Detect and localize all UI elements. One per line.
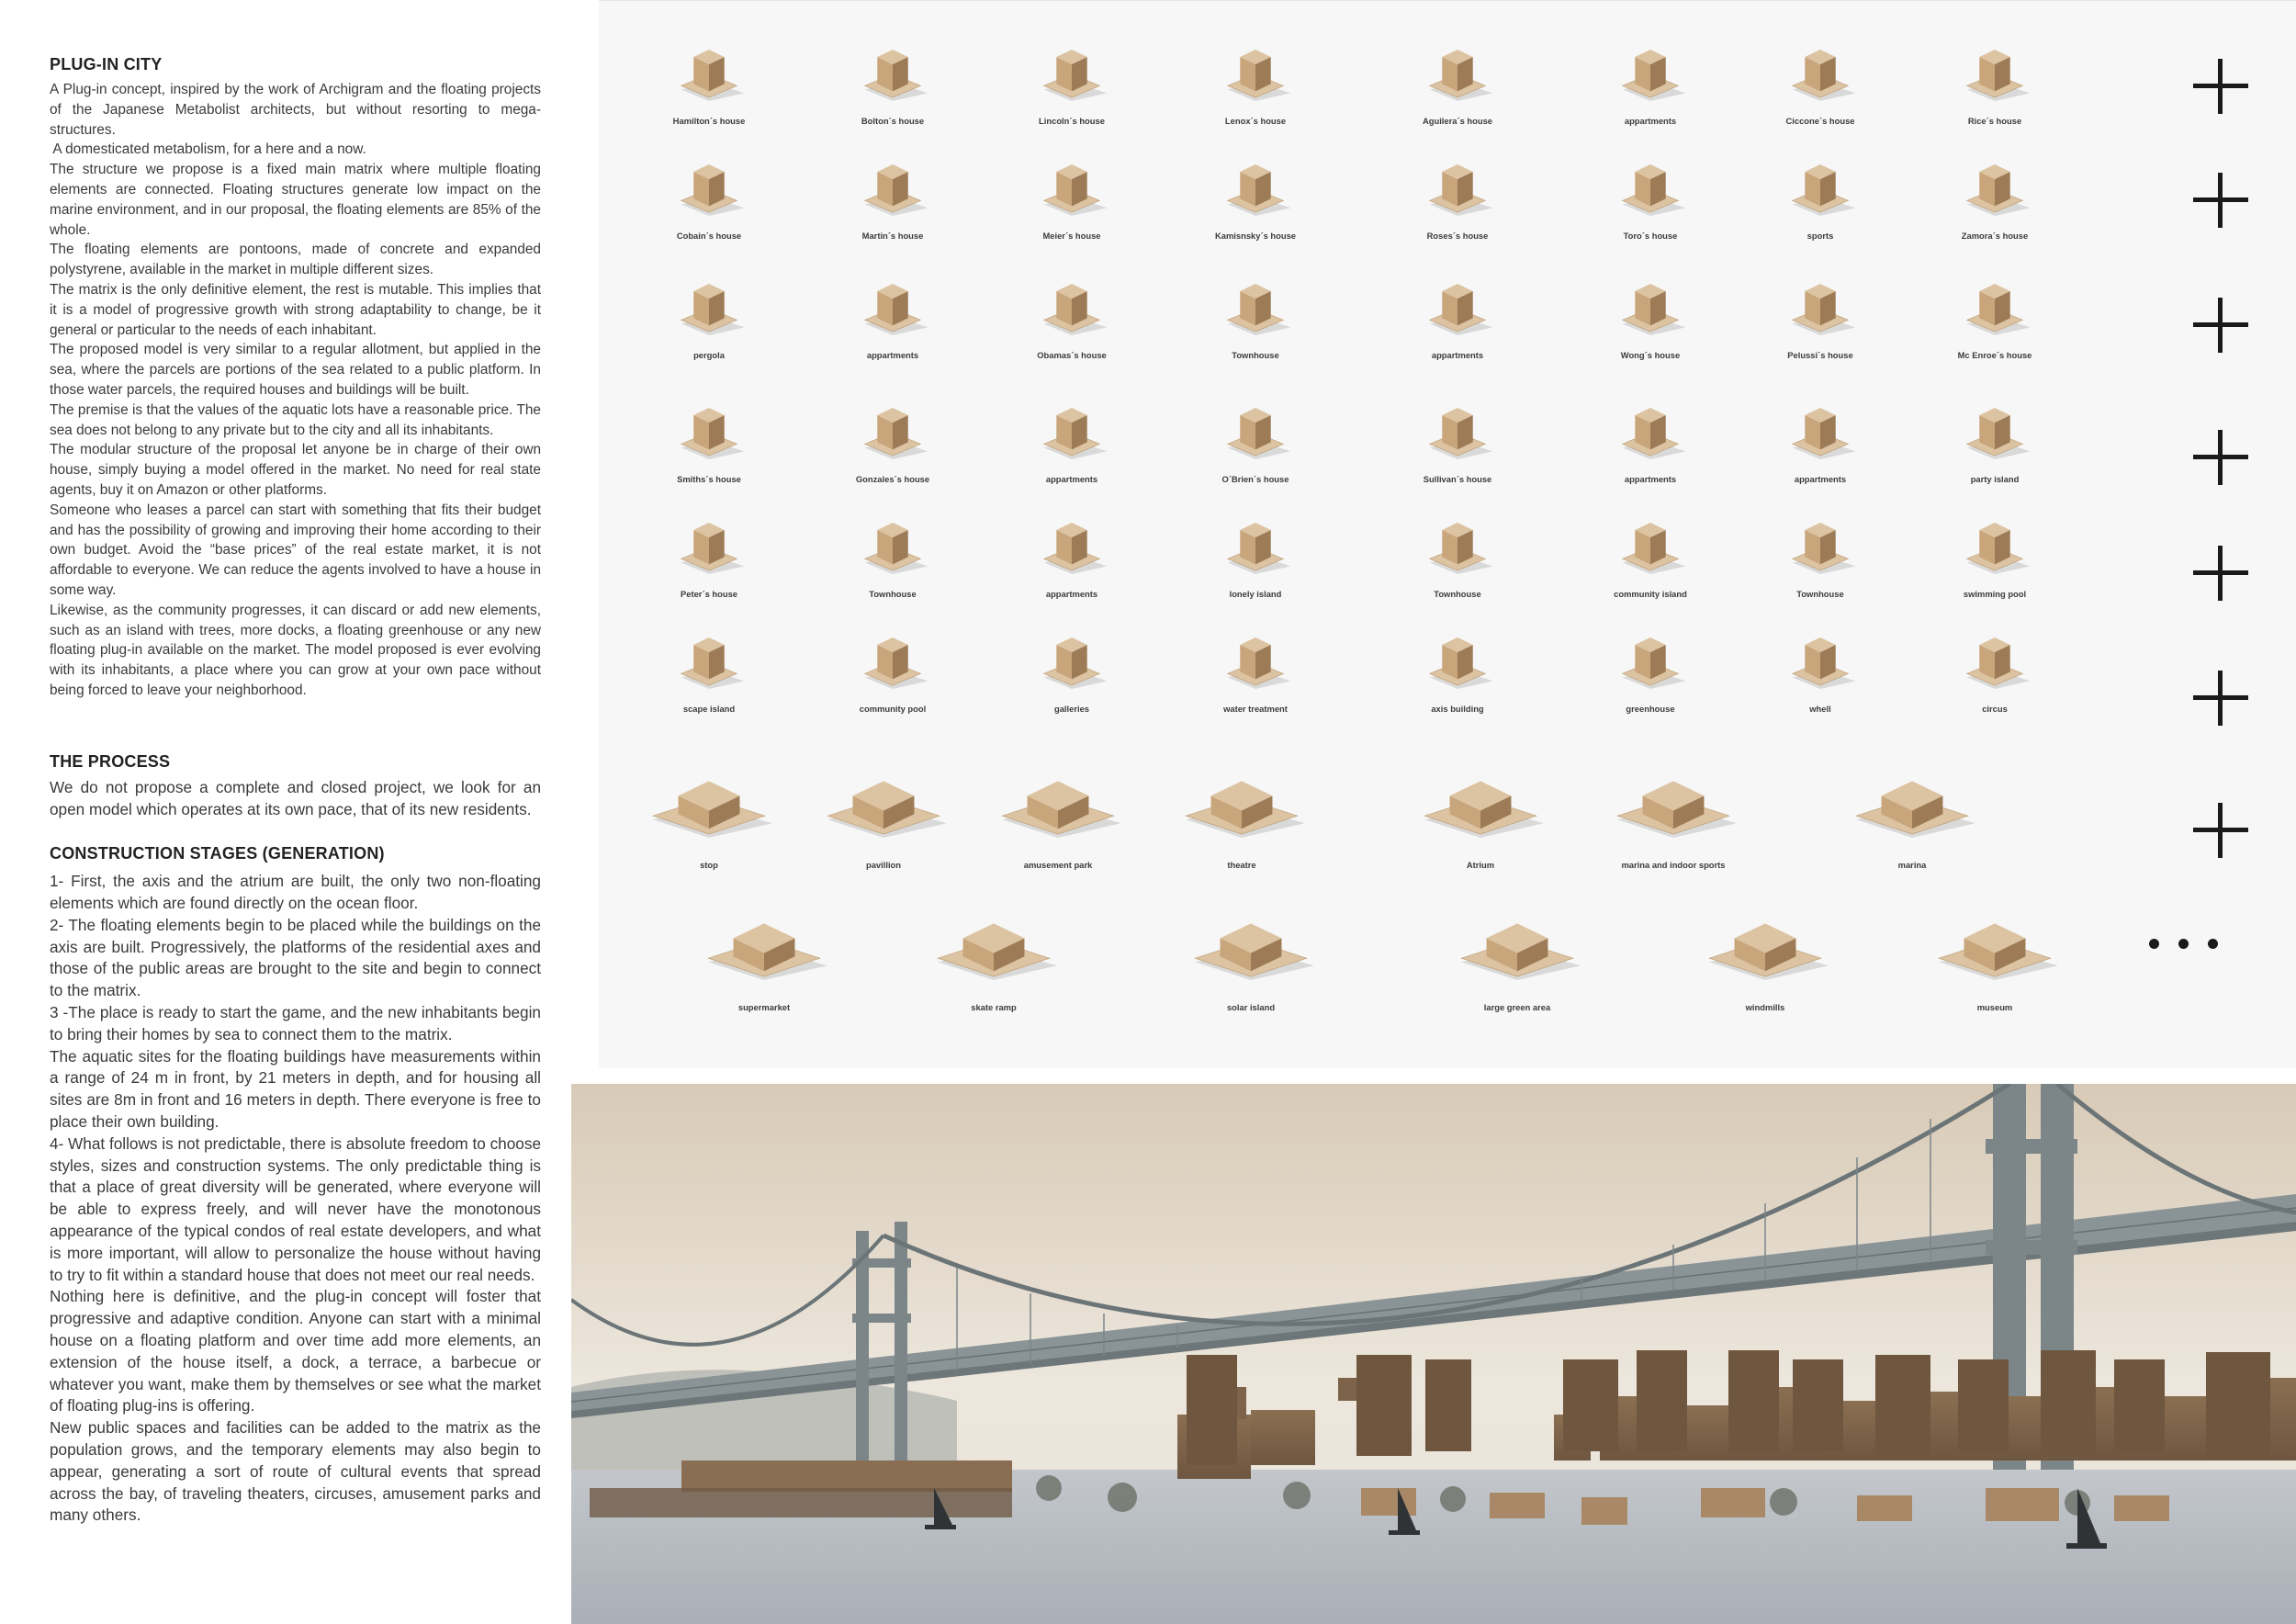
catalog-item[interactable] (1926, 519, 2064, 627)
catalog-item[interactable] (1389, 404, 1526, 513)
catalog-item-label: O´Brien´s house (1221, 474, 1289, 484)
catalog-item[interactable] (1581, 46, 1719, 154)
add-row-icon[interactable] (2193, 173, 2248, 228)
catalog-item[interactable] (1003, 161, 1141, 269)
paragraph: The proposed model is very similar to a regular allotment, but applied in the sea, where the parcels are portions of the sea related to a public platform. In those water parcels, the required houses and buildings will be built. (50, 342, 541, 398)
catalog-item[interactable] (1003, 634, 1141, 742)
model-thumbnail-icon (1035, 637, 1109, 702)
paragraph: The modular structure of the proposal let anyone be in charge of their own house, simply buying a model offered in the market. No need for real state agents, buy it on Amazon or other platforms. (50, 442, 541, 498)
model-thumbnail-icon (1958, 408, 2032, 472)
model-thumbnail-icon (1614, 637, 1687, 702)
catalog-item[interactable] (1389, 161, 1526, 269)
top-divider (599, 0, 2296, 1)
model-thumbnail-icon (985, 757, 1131, 858)
catalog-item[interactable] (1187, 519, 1324, 627)
catalog-item-label: Rice´s house (1967, 116, 2022, 126)
catalog-item-label: swimming pool (1963, 589, 2027, 599)
process-section (50, 752, 541, 821)
model-thumbnail-icon (1035, 50, 1109, 114)
model-thumbnail-icon (1219, 523, 1292, 587)
paragraph: 2- The floating elements begin to be placed while the buildings on the axis are built. Progressively, the platforms of the residential axes and those of the public areas are brought to the site and begin to connect to the matrix. (50, 915, 541, 1000)
catalog-item[interactable] (1751, 519, 1889, 627)
model-thumbnail-icon (1035, 284, 1109, 348)
catalog-item[interactable] (640, 161, 778, 269)
catalog-item-label: Sullivan´s house (1423, 474, 1492, 484)
model-thumbnail-icon (672, 637, 746, 702)
model-thumbnail-icon (1035, 164, 1109, 229)
catalog-item-label: amusement park (1023, 860, 1093, 870)
paragraph: Likewise, as the community progresses, it can discard or add new elements, such as an island with trees, more docks, a floating greenhouse or any new floating plug-in available on the market. The model proposed is ever evolving with its inhabitants, a place where you can grow at your own pace without being forced to leave your neighborhood. (50, 602, 541, 698)
catalog-item[interactable] (1187, 280, 1324, 389)
catalog-item-label: theatre (1227, 860, 1256, 870)
catalog-item[interactable] (824, 46, 962, 154)
catalog-item-label: Roses´s house (1426, 231, 1489, 241)
catalog-item-label: galleries (1053, 704, 1090, 714)
catalog-item-label: Townhouse (1796, 589, 1844, 599)
catalog-item[interactable] (1389, 634, 1526, 742)
model-thumbnail-icon (1421, 164, 1494, 229)
model-thumbnail-icon (1958, 284, 2032, 348)
catalog-item-label: appartments (1624, 474, 1677, 484)
model-thumbnail-icon (856, 637, 929, 702)
model-thumbnail-icon (856, 408, 929, 472)
model-thumbnail-icon (1839, 757, 1986, 858)
catalog-item-label: Townhouse (869, 589, 917, 599)
catalog-item-label: museum (1976, 1002, 2013, 1012)
model-thumbnail-icon (1219, 637, 1292, 702)
model-thumbnail-icon (1921, 899, 2068, 1000)
paragraph: A domesticated metabolism, for a here and a now. (50, 141, 366, 158)
model-thumbnail-icon (672, 408, 746, 472)
catalog-item-label: pergola (693, 350, 725, 360)
add-row-icon[interactable] (2193, 671, 2248, 726)
catalog-item[interactable] (1150, 753, 1334, 891)
paragraph: New public spaces and facilities can be added to the matrix as the population grows, and the temporary elements may also begin to appear, generating a sort of route of cultural events that spread across the bay, of traveling theaters, circuses, amusement parks and many others. (50, 1418, 541, 1525)
model-thumbnail-icon (1219, 50, 1292, 114)
catalog-item-label: community island (1614, 589, 1687, 599)
catalog-item-label: pavillion (865, 860, 902, 870)
model-thumbnail-icon (672, 284, 746, 348)
catalog-item-label: circus (1982, 704, 2008, 714)
model-thumbnail-icon (1407, 757, 1554, 858)
more-options-icon[interactable] (2147, 933, 2221, 955)
catalog-item[interactable] (902, 896, 1086, 1033)
catalog-item-label: Lincoln´s house (1039, 116, 1105, 126)
catalog-item-label: Cobain´s house (676, 231, 742, 241)
catalog-item-label: greenhouse (1626, 704, 1675, 714)
catalog-item[interactable] (640, 404, 778, 513)
catalog-item[interactable] (1159, 896, 1343, 1033)
catalog-item-label: Bolton´s house (861, 116, 925, 126)
paragraph: 4- What follows is not predictable, there is absolute freedom to choose styles, sizes and construction systems. The only predictable thing is that a place of great diversity will be generated, where everyone will be able to express freely, and will never have the monotonous appearance of the typical condos of real estate developers, and what is more important, will allow to personalize the house without having to try to fit within a standard house that does not meet our real needs. (50, 1133, 542, 1284)
catalog-item[interactable] (1187, 634, 1324, 742)
catalog-item-label: water treatment (1223, 704, 1288, 714)
catalog-item[interactable] (1926, 634, 2064, 742)
catalog-item-label: Meier´s house (1042, 231, 1101, 241)
model-thumbnail-icon (1614, 523, 1687, 587)
catalog-item[interactable] (824, 404, 962, 513)
catalog-item[interactable] (1389, 753, 1572, 891)
catalog-item-label: party island (1970, 474, 2020, 484)
catalog-item-label: marina and indoor sports (1621, 860, 1726, 870)
catalog-item-label: Pelussi´s house (1787, 350, 1853, 360)
catalog-item[interactable] (1187, 161, 1324, 269)
model-thumbnail-icon (1421, 408, 1494, 472)
catalog-item[interactable] (1581, 161, 1719, 269)
catalog-item-label: scape island (682, 704, 736, 714)
paragraph: 3 -The place is ready to start the game, and the new inhabitants begin to bring their homes by sea to connect them to the matrix. (50, 1003, 541, 1043)
model-thumbnail-icon (636, 757, 782, 858)
catalog-item[interactable] (672, 896, 856, 1033)
model-thumbnail-icon (1035, 408, 1109, 472)
catalog-item-label: lonely island (1229, 589, 1282, 599)
model-thumbnail-icon (1035, 523, 1109, 587)
process-title: THE PROCESS (50, 751, 171, 771)
catalog-item-label: stop (700, 860, 718, 870)
model-thumbnail-icon (1177, 899, 1324, 1000)
plugin-catalog (599, 0, 2296, 1068)
model-thumbnail-icon (1219, 164, 1292, 229)
catalog-item[interactable] (1425, 896, 1609, 1033)
catalog-item-label: sports (1806, 231, 1834, 241)
catalog-item[interactable] (1926, 280, 2064, 389)
model-thumbnail-icon (1784, 164, 1857, 229)
catalog-item[interactable] (824, 161, 962, 269)
model-thumbnail-icon (672, 523, 746, 587)
model-thumbnail-icon (1168, 757, 1315, 858)
catalog-item[interactable] (1389, 519, 1526, 627)
model-thumbnail-icon (920, 899, 1067, 1000)
catalog-item-label: Wong´s house (1620, 350, 1681, 360)
construction-title: CONSTRUCTION STAGES (GENERATION) (50, 844, 385, 863)
paragraph: The floating elements are pontoons, made of concrete and expanded polystyrene, available in the market in multiple different sizes. (50, 242, 541, 278)
construction-section (50, 844, 541, 1527)
model-thumbnail-icon (1421, 284, 1494, 348)
scene-illustration (571, 1084, 2296, 1624)
model-thumbnail-icon (1219, 284, 1292, 348)
paragraph: A Plug-in concept, inspired by the work of Archigram and the floating projects of the Japanese Metabolist architects, but without resorting to mega-structures. (50, 82, 541, 138)
catalog-item-label: supermarket (737, 1002, 791, 1012)
model-thumbnail-icon (1600, 757, 1747, 858)
catalog-item-label: appartments (1624, 116, 1677, 126)
model-thumbnail-icon (1784, 637, 1857, 702)
catalog-item[interactable] (1581, 280, 1719, 389)
model-thumbnail-icon (856, 50, 929, 114)
catalog-item[interactable] (1581, 753, 1765, 891)
catalog-item-label: Kamisnsky´s house (1214, 231, 1297, 241)
catalog-item-label: Toro´s house (1623, 231, 1678, 241)
catalog-item[interactable] (1187, 46, 1324, 154)
model-thumbnail-icon (1219, 408, 1292, 472)
model-thumbnail-icon (691, 899, 838, 1000)
catalog-item[interactable] (1820, 753, 2004, 891)
model-thumbnail-icon (1444, 899, 1591, 1000)
model-thumbnail-icon (1958, 637, 2032, 702)
catalog-item[interactable] (1751, 404, 1889, 513)
catalog-item[interactable] (1581, 634, 1719, 742)
model-thumbnail-icon (856, 164, 929, 229)
catalog-item-label: whell (1809, 704, 1831, 714)
plugin-city-title: PLUG-IN CITY (50, 55, 163, 73)
model-thumbnail-icon (1784, 284, 1857, 348)
add-row-icon[interactable] (2193, 430, 2248, 485)
catalog-item[interactable] (1673, 896, 1857, 1033)
model-thumbnail-icon (1958, 523, 2032, 587)
catalog-item[interactable] (1751, 46, 1889, 154)
catalog-item-label: community pool (859, 704, 927, 714)
catalog-item-label: appartments (866, 350, 919, 360)
model-thumbnail-icon (856, 523, 929, 587)
catalog-item-label: Martin´s house (861, 231, 924, 241)
catalog-item[interactable] (640, 519, 778, 627)
model-thumbnail-icon (1614, 284, 1687, 348)
plugin-city-body (50, 80, 541, 701)
catalog-item[interactable] (1389, 46, 1526, 154)
catalog-item[interactable] (1926, 404, 2064, 513)
catalog-item[interactable] (1581, 404, 1719, 513)
add-row-icon[interactable] (2193, 803, 2248, 858)
catalog-item-label: skate ramp (971, 1002, 1017, 1012)
model-thumbnail-icon (1421, 637, 1494, 702)
catalog-item[interactable] (966, 753, 1150, 891)
paragraph: Someone who leases a parcel can start with something that fits their budget and has the possibility of growing and improving their home according to their own budget. Avoid the “base prices” of the real estate market, it is not affordable to everyone. We can reduce the agents involved to have a house in some way. (50, 502, 541, 598)
catalog-item[interactable] (824, 519, 962, 627)
catalog-item[interactable] (1389, 280, 1526, 389)
catalog-item-label: Hamilton´s house (672, 116, 746, 126)
model-thumbnail-icon (1784, 50, 1857, 114)
catalog-item-label: marina (1897, 860, 1927, 870)
model-thumbnail-icon (1614, 408, 1687, 472)
catalog-item-label: appartments (1045, 474, 1098, 484)
catalog-item[interactable] (1751, 634, 1889, 742)
catalog-item-label: Gonzales´s house (855, 474, 930, 484)
add-row-icon[interactable] (2193, 546, 2248, 601)
catalog-item[interactable] (1003, 404, 1141, 513)
catalog-item-label: Atrium (1466, 860, 1495, 870)
model-thumbnail-icon (672, 50, 746, 114)
catalog-item-label: solar island (1226, 1002, 1276, 1012)
model-thumbnail-icon (1784, 523, 1857, 587)
catalog-item[interactable] (640, 46, 778, 154)
paragraph: The structure we propose is a fixed main matrix where multiple floating elements are connected. Floating structures generate low impact on the marine environment, and in our proposal, the floating elements are 85% of the whole. (50, 162, 541, 238)
catalog-item-label: Obamas´s house (1037, 350, 1107, 360)
model-thumbnail-icon (1421, 523, 1494, 587)
paragraph: The aquatic sites for the floating buildings have measurements within a range of 24 m in front, by 21 meters in depth, and for housing all sites are 8m in front and 16 meters in depth. There everyone is free to place their own building. (50, 1046, 541, 1132)
model-thumbnail-icon (1692, 899, 1839, 1000)
catalog-item-label: axis building (1431, 704, 1484, 714)
text-column (50, 55, 541, 1527)
catalog-item-label: Aguilera´s house (1422, 116, 1493, 126)
model-thumbnail-icon (1614, 50, 1687, 114)
catalog-item[interactable] (792, 753, 975, 891)
catalog-item[interactable] (617, 753, 801, 891)
model-thumbnail-icon (672, 164, 746, 229)
catalog-item-label: Zamora´s house (1961, 231, 2029, 241)
catalog-item-label: appartments (1045, 589, 1098, 599)
add-row-icon[interactable] (2193, 59, 2248, 114)
model-thumbnail-icon (1614, 164, 1687, 229)
catalog-item[interactable] (640, 280, 778, 389)
paragraph: We do not propose a complete and closed project, we look for an open model which operates at its own pace, that of its new residents. (50, 777, 541, 818)
catalog-item[interactable] (824, 634, 962, 742)
catalog-item-label: large green area (1483, 1002, 1551, 1012)
catalog-item-label: windmills (1745, 1002, 1785, 1012)
catalog-item[interactable] (1003, 519, 1141, 627)
paragraph: The matrix is the only definitive element, the rest is mutable. This implies that it is a model of progressive growth with strong adaptability to change, be it general or particular to the needs of each inhabitant. (50, 281, 541, 338)
model-thumbnail-icon (1421, 50, 1494, 114)
plugin-city-section (50, 55, 541, 701)
paragraph: Nothing here is definitive, and the plug-in concept will foster that progressive and adaptive condition. Anyone can start with a minimal house on a floating platform and over time add more elements, an extension of the house itself, a dock, a terrace, a barbecue or whatever you want, make them by themselves or see what the market of floating plug-ins is offering. (50, 1287, 541, 1415)
catalog-item[interactable] (1751, 161, 1889, 269)
catalog-item[interactable] (1003, 46, 1141, 154)
add-row-icon[interactable] (2193, 298, 2248, 353)
catalog-item-label: appartments (1794, 474, 1847, 484)
catalog-item-label: Lenox´s house (1224, 116, 1287, 126)
catalog-item-label: appartments (1431, 350, 1484, 360)
bay-bridge-render (571, 1084, 2296, 1624)
catalog-item[interactable] (1926, 161, 2064, 269)
catalog-item-label: Mc Enroe´s house (1957, 350, 2032, 360)
catalog-item[interactable] (1003, 280, 1141, 389)
catalog-item[interactable] (1581, 519, 1719, 627)
catalog-item-label: Ciccone´s house (1785, 116, 1855, 126)
catalog-item[interactable] (1751, 280, 1889, 389)
catalog-item[interactable] (1926, 46, 2064, 154)
model-thumbnail-icon (856, 284, 929, 348)
catalog-item-label: Townhouse (1232, 350, 1279, 360)
model-thumbnail-icon (810, 757, 957, 858)
model-thumbnail-icon (1784, 408, 1857, 472)
catalog-item-label: Townhouse (1434, 589, 1481, 599)
catalog-item[interactable] (1187, 404, 1324, 513)
paragraph: The premise is that the values of the aquatic lots have a reasonable price. The sea does not belong to any private but to the city and all its inhabitants. (50, 401, 541, 438)
model-thumbnail-icon (1958, 164, 2032, 229)
catalog-item-label: Peter´s house (681, 589, 737, 599)
catalog-item[interactable] (1903, 896, 2087, 1033)
paragraph: 1- First, the axis and the atrium are built, the only two non-floating elements which are found directly on the ocean floor. (50, 872, 541, 913)
catalog-item[interactable] (824, 280, 962, 389)
catalog-item-label: Smiths´s house (677, 474, 741, 484)
catalog-item[interactable] (640, 634, 778, 742)
model-thumbnail-icon (1958, 50, 2032, 114)
